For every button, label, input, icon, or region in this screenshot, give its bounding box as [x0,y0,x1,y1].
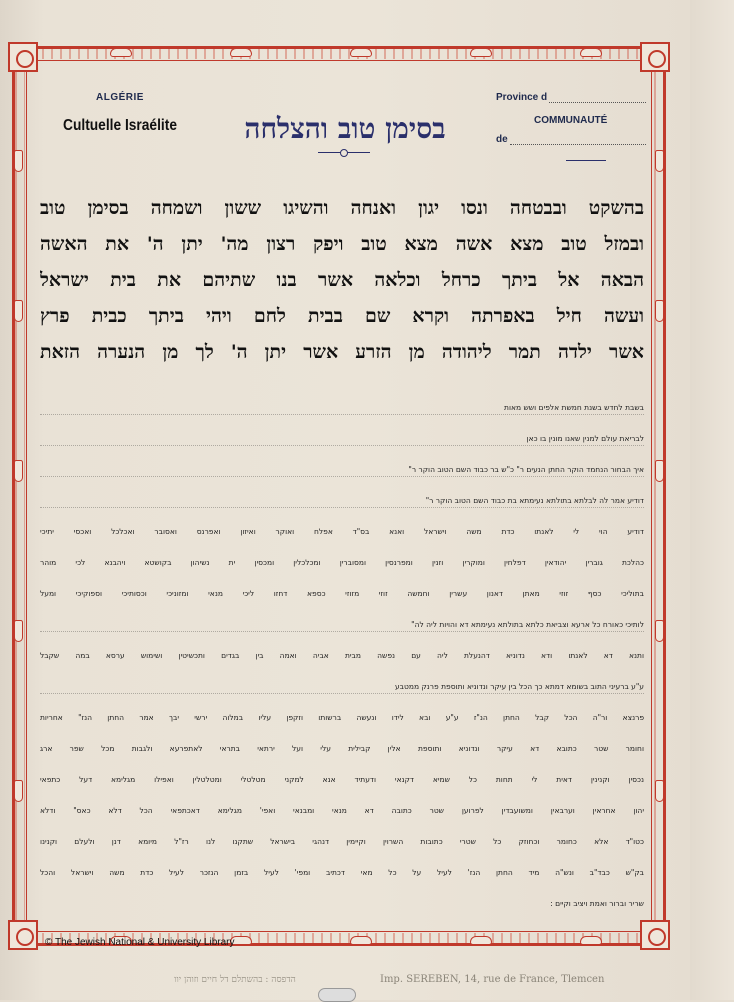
community-field [496,134,646,145]
contract-line-text: בתוליכי כסף זוזי מאתן דאנון עשרין וחמשה זוזי מזוזי כספא דחזו ליכי מנאי ומזוניכי וכסותיכי וספוקיכי ומעל [40,589,644,598]
footer-hebrew-text: הדפסה : בהשתלם דל חיים וזוהן יוו [174,975,296,985]
frame-ornament [14,460,23,482]
contract-line-text: כהלכת גוברין יהודאין דפלחין ומוקרין וזנין ומפרנסין ומסוברין ומכלכלין ומכסין ית נשיהון בקושטא ויהבנא לכי מוהר [40,558,644,567]
frame-ornament [110,48,132,57]
contract-line [40,423,644,454]
header-flourish-ornament [566,160,606,161]
blessing-line: אשר ילדה תמר ליהודה מן הזרע אשר יתן ה' לך מן הנערה הזאת [40,341,644,363]
frame-ornament [655,780,664,802]
contract-line [40,671,644,702]
contract-line-text: דודיע אמר לה לבלתא בתולתא נעימתא בת כבוד השם הטוב הוקר ר" [425,496,644,505]
copyright-notice: © The Jewish National & University Library [45,937,235,948]
document-title: בסימן טוב והצלחה [244,112,446,145]
frame-corner-bottom-left [8,920,38,950]
contract-line-text: ע"ע ברעיני התוב בשומא דמתא כך הכל בין עיקר ונדוניא ותוספת פרנק ממטבע [394,682,644,691]
frame-corner-top-left [8,42,38,72]
contract-line-text: וחומר שטר כתובא דא עיקר ונדוניא ותוספת אלין קבילית עלי ועל ירתאי בתראי לאתפרעא ולגבות מכל שפר ארג [40,744,644,753]
contract-line-text: לותיכי כאורח כל ארעא וצביאת כלתא בתולתא נעימתא דא והויות ליה לה" [411,620,644,629]
frame-ornament [350,936,372,945]
frame-corner-bottom-right [640,920,670,950]
community-label: COMMUNAUTÉ [534,115,608,126]
contract-line [40,578,644,609]
frame-ornament [655,150,664,172]
printer-imprint: Imp. SEREBEN, 14, rue de France, Tlemcen [380,974,605,985]
contract-line [40,392,644,423]
frame-ornament [14,620,23,642]
blessing-text [40,190,644,370]
frame-ornament [655,460,664,482]
contract-line [40,702,644,733]
contract-line-text: בק"ש כבד"ב ונש"ה מיד החתן הנז' לעיל על כל מאי דכתיב ומפי' לעיל בזמן הנזכר לעיל כדת משה וישראל והכל [40,868,644,877]
frame-ornament [470,936,492,945]
contract-line [40,516,644,547]
frame-ornament [14,780,23,802]
blessing-line: ועשה חיל באפרתה וקרא שם בבית לחם ויהי ביתך כבית פרץ [40,305,644,327]
frame-ornament [580,48,602,57]
contract-line [40,485,644,516]
title-flourish-ornament [318,152,370,159]
frame-corner-top-right [640,42,670,72]
frame-ornament [655,300,664,322]
frame-ornament [14,150,23,172]
contract-text [40,392,644,919]
community-de-label: de [496,134,508,145]
contract-line [40,547,644,578]
contract-line-text: נכסין וקנינין דאית לי תחות כל שמיא דקנאי ודעתיד אנא למקני מטלטלי ומטלטלין ואפילו מגלימא דעל כתפאי [40,775,644,784]
blessing-line: בהשקט ובבטחה ונסו יגון ואנחה והשיגו ששון ושמחה בסימן טוב [40,197,644,219]
contract-line [40,764,644,795]
frame-ornament [14,300,23,322]
contract-line-text: יהון אחראין וערבאין ומשועבדין לפרוען שטר כתובה דא מנאי ומבנאי ואפי' מגלימא דאכתפאי הכל דלא כאס" ודלא [40,806,644,815]
province-field [496,92,646,103]
header-right-block [496,92,646,145]
contract-line-text: דודיע הוי לי לאנתו כדת משה וישראל ואנא בס"ד אפלח ואוקר ואיזון ואפרנס ואסובר ואכלכל ואכסי יתיכי [40,527,644,536]
contract-line [40,454,644,485]
contract-line-text: ותנא דא לאנתו ודא נדוניא דהנעלת ליה עם נפשה מבית אביה ואמה בין בגדים ותכשיטין ושימוש ערסא במה שקבל [40,651,644,660]
country-label: ALGÉRIE [96,92,144,103]
contract-line [40,640,644,671]
blessing-line: הבאה אל ביתך כרחל וכלאה אשר בנו שתיהם את בית ישראל [40,269,644,291]
community-blank-line [510,136,646,145]
province-blank-line [549,94,646,103]
contract-line-text: בשבת לחדש בשנת חמשת אלפים ושש מאות [504,403,644,412]
contract-line-text: שריר וברור ואמת ויציב וקיים : [550,899,644,908]
blessing-line: ובמזל טוב מצא אשה מצא טוב ויפק רצון מה' יתן ה' את האשה [40,233,644,255]
province-label: Province d [496,92,548,103]
contract-line [40,609,644,640]
frame-ornament [580,936,602,945]
contract-line [40,795,644,826]
contract-line-text: איך הבחור הנחמד הוקר החתן הנעים ר" כ"ש בר כבוד השם הטוב הוקר ר" [408,465,644,474]
contract-line [40,888,644,919]
scan-edge [690,0,734,1000]
contract-line-text: כטו"ד אלא כחומר וכחוזק כל שטרי כתובות השרוין וקיימין דנהגי בישראל שתקנו לנו רז"ל מיומא דנן ולעלם וקנינו [40,837,644,846]
contract-line [40,733,644,764]
frame-ornament [655,620,664,642]
contract-line [40,826,644,857]
contract-line-text: פרנצא ור"ה הכל קבל החתן הנ"ז ע"ע ובא לידו ונעשה ברשותו וזקפן עליו במלוה ירשי יבך אמר החתן הנז" אחריות [40,713,644,722]
frame-ornament [230,48,252,57]
header-left-block [40,92,200,135]
frame-ornament [350,48,372,57]
contract-line [40,857,644,888]
organization-name: Cultuelle Israélite [63,117,177,134]
frame-ornament [470,48,492,57]
contract-line-text: לבריאת עולם למנין שאנו מונין בו כאן [526,434,644,443]
